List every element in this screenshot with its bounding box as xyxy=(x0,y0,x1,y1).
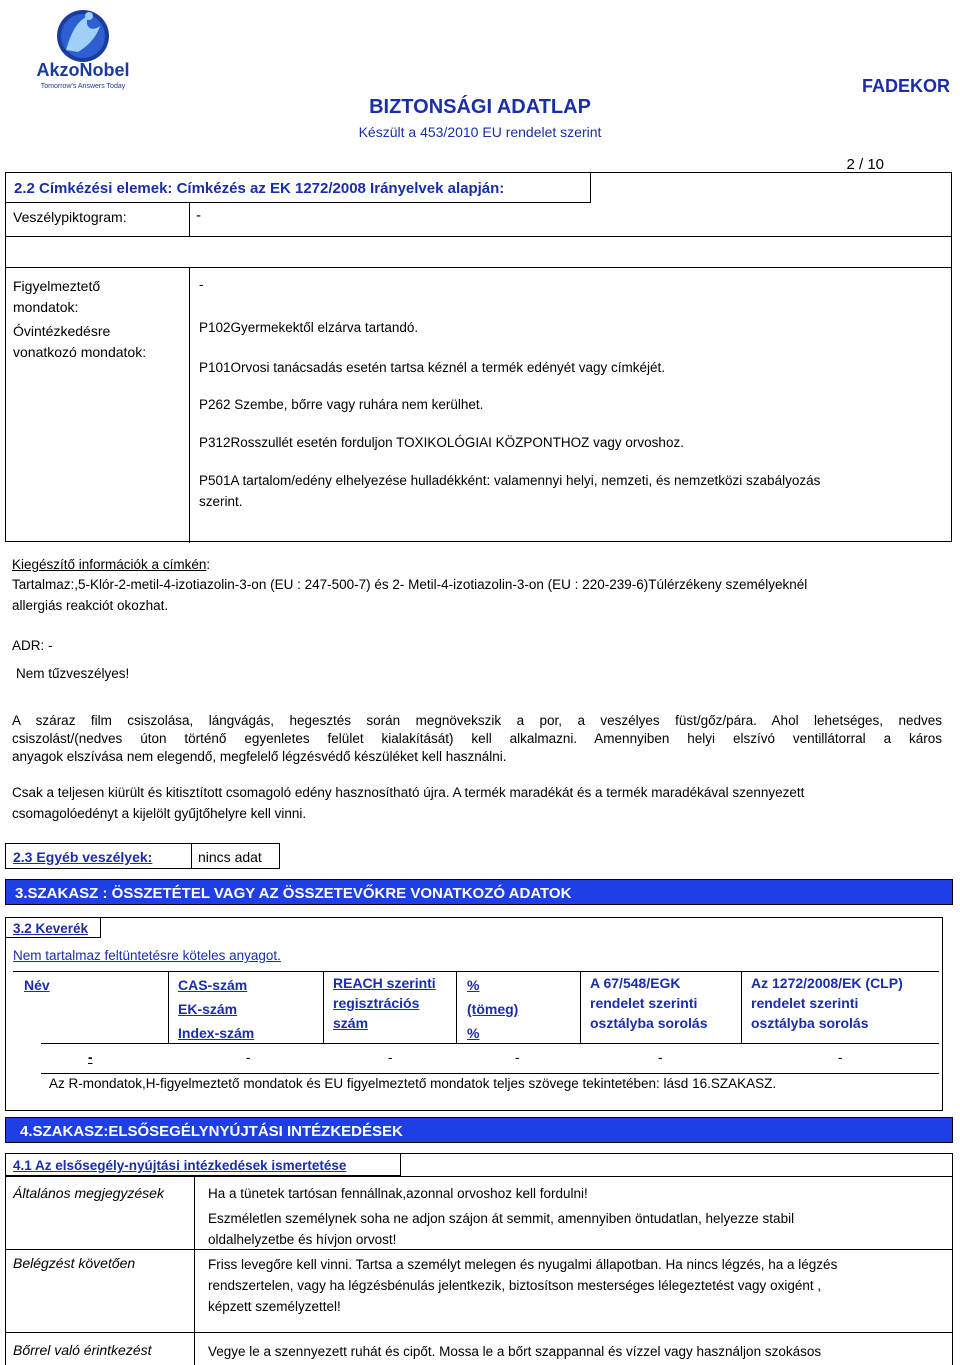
labelling-header xyxy=(6,173,591,203)
section-3-title: 3.SZAKASZ : ÖSSZETÉTEL VAGY AZ ÖSSZETEVŐKRE VONATKOZÓ ADATOK xyxy=(15,885,572,902)
mixture-note: Nem tartalmaz feltüntetésre köteles anyagot. xyxy=(13,948,281,963)
blank-row xyxy=(6,237,951,268)
logo-tagline: Tomorrow's Answers Today xyxy=(40,83,126,90)
col-clp-1: Az 1272/2008/EK (CLP) xyxy=(751,975,903,991)
section-3-bar xyxy=(5,879,953,905)
skin-contact-label: Bőrrel való érintkezést xyxy=(13,1342,152,1358)
table-cell: - xyxy=(515,1050,520,1065)
document-subtitle: Készült a 453/2010 EU rendelet szerint xyxy=(358,124,602,140)
dust-warning-2: csiszolást/(nedves úton történő egyenletes felület kialakítását) kell alkalmazni. Amennyiben helyi elszívó ventillátorral a káros xyxy=(12,731,942,746)
inhalation-text-3: képzett személyzettel! xyxy=(208,1299,341,1314)
section-4-title: 4.SZAKASZ:ELSŐSEGÉLYNYÚJTÁSI INTÉZKEDÉSEK xyxy=(20,1123,403,1140)
p102-statement: P102Gyermekektől elzárva tartandó. xyxy=(199,320,419,335)
p501-statement-cont: szerint. xyxy=(199,494,243,509)
general-label: Általános megjegyzések xyxy=(13,1185,164,1201)
akzonobel-logo xyxy=(18,6,148,94)
mixture-heading: 3.2 Keverék xyxy=(13,921,89,936)
warning-label-1: Figyelmeztető xyxy=(13,278,101,294)
col-ek: EK-szám xyxy=(178,1001,238,1017)
col-percent-weight: (tömeg) xyxy=(467,1001,519,1017)
table-cell: - xyxy=(838,1050,843,1065)
p312-statement: P312Rosszullét esetén forduljon TOXIKOLÓGIAI KÖZPONTHOZ vagy orvoshoz. xyxy=(199,435,684,450)
col-clp-3: osztályba sorolás xyxy=(751,1015,869,1031)
supplementary-line-2: allergiás reakciót okozhat. xyxy=(12,598,169,613)
supplementary-heading: Kiegészítő információk a címkén xyxy=(12,557,207,572)
inhalation-text-1: Friss levegőre kell vinni. Tartsa a személyt melegen és nyugalmi állapotban. Ha nincs légzés, ha a légzés xyxy=(208,1257,838,1272)
other-hazards-label: 2.3 Egyéb veszélyek: xyxy=(13,849,153,865)
supplementary-heading-line: Kiegészítő információk a címkén: xyxy=(12,557,211,572)
col-clp-2: rendelet szerinti xyxy=(751,995,859,1011)
labelling-section xyxy=(5,172,952,542)
col-reach-1: REACH szerinti xyxy=(333,975,436,991)
skin-contact-text-1: Vegye le a szennyezett ruhát és cipőt. Mossa le a bőrt szappannal és vízzel vagy használjon szokásos xyxy=(208,1344,822,1359)
first-aid-heading: 4.1 Az elsősegély-nyújtási intézkedések ismertetése xyxy=(13,1158,347,1173)
inhalation-text-2: rendszertelen, vagy ha légzésbénulás jelentkezik, biztosítson mesterséges lélegeztetést vagy oxigént , xyxy=(208,1278,822,1293)
logo-name: AkzoNobel xyxy=(36,60,130,80)
col-reach-2: regisztrációs xyxy=(333,995,420,1011)
first-aid-section xyxy=(5,1153,953,1365)
col-percent-2: % xyxy=(467,1025,480,1041)
table-cell: - xyxy=(88,1050,93,1065)
mixture-section xyxy=(5,917,943,1111)
p501-statement: P501A tartalom/edény elhelyezése hulladékként: valamennyi helyi, nemzeti, és nemzetközi szabályozás xyxy=(199,473,821,488)
general-text-1: Ha a tünetek tartósan fennállnak,azonnal orvoshoz kell fordulni! xyxy=(208,1186,588,1201)
inhalation-label: Belégzést követően xyxy=(13,1255,136,1271)
page-number: 2 / 10 xyxy=(846,156,884,173)
general-text-3: oldalhelyzetbe és hívjon orvost! xyxy=(208,1232,397,1247)
table-cell: - xyxy=(246,1050,251,1065)
other-hazards-value: nincs adat xyxy=(198,849,262,865)
pictogram-label: Veszélypiktogram: xyxy=(13,209,127,225)
pictogram-value: - xyxy=(196,207,201,224)
col-cas: CAS-szám xyxy=(178,977,248,993)
supplementary-line-1: Tartalmaz:,5-Klór-2-metil-4-izotiazolin-3-on (EU : 247-500-7) és 2- Metil-4-izotiazolin-3-on (EU : 220-239-6)Túlérzékeny személyeknél xyxy=(12,577,808,592)
section-4-bar xyxy=(5,1117,953,1143)
labelling-heading: 2.2 Címkézési elemek: Címkézés az EK 1272/2008 Irányelvek alapján: xyxy=(14,180,505,197)
col-name: Név xyxy=(24,977,50,993)
adr-info: ADR: - xyxy=(12,638,53,653)
packaging-info-2: csomagolóedényt a kijelölt gyűjtőhelyre kell vinni. xyxy=(12,806,307,821)
general-text-2: Eszméletlen személynek soha ne adjon szájon át semmit, amennyiben öntudatlan, helyezze stabil xyxy=(208,1211,795,1226)
col-index: Index-szám xyxy=(178,1025,255,1041)
col-eu67-3: osztályba sorolás xyxy=(590,1015,708,1031)
warning-value: - xyxy=(199,277,204,292)
precaution-label-2: vonatkozó mondatok: xyxy=(13,344,147,360)
warning-label-2: mondatok: xyxy=(13,299,79,315)
p101-statement: P101Orvosi tanácsadás esetén tartsa kéznél a termék edényét vagy címkéjét. xyxy=(199,360,665,375)
packaging-info-1: Csak a teljesen kiürült és kitisztított csomagoló edény hasznosítható újra. A termék maradékát és a termék maradékával szennyezett xyxy=(12,785,805,800)
other-hazards-box xyxy=(5,843,280,869)
precaution-label-1: Óvintézkedésre xyxy=(13,323,111,339)
dust-warning-1: A száraz film csiszolása, lángvágás, hegesztés során megnövekszik a por, a veszélyes füst/gőz/pára. Ahol lehetséges, nedves xyxy=(12,713,942,728)
col-percent: % xyxy=(467,977,480,993)
fire-info: Nem tűzveszélyes! xyxy=(16,666,130,681)
table-cell: - xyxy=(388,1050,393,1065)
document-title: BIZTONSÁGI ADATLAP xyxy=(369,96,591,118)
table-cell: - xyxy=(658,1050,663,1065)
pictogram-row xyxy=(6,203,951,237)
p262-statement: P262 Szembe, bőrre vagy ruhára nem kerülhet. xyxy=(199,397,484,412)
col-eu67-2: rendelet szerinti xyxy=(590,995,698,1011)
col-reach-3: szám xyxy=(333,1015,369,1031)
dust-warning-3: anyagok elszívása nem elegendő, megfelelő légzésvédő készüléket kell használni. xyxy=(12,749,507,764)
col-eu67-1: A 67/548/EGK xyxy=(590,975,681,991)
r-phrases-reference: Az R-mondatok,H-figyelmeztető mondatok és EU figyelmeztető mondatok teljes szövege tekintetében: lásd 16.SZAKASZ. xyxy=(49,1076,777,1091)
product-name: FADEKOR xyxy=(861,76,950,96)
